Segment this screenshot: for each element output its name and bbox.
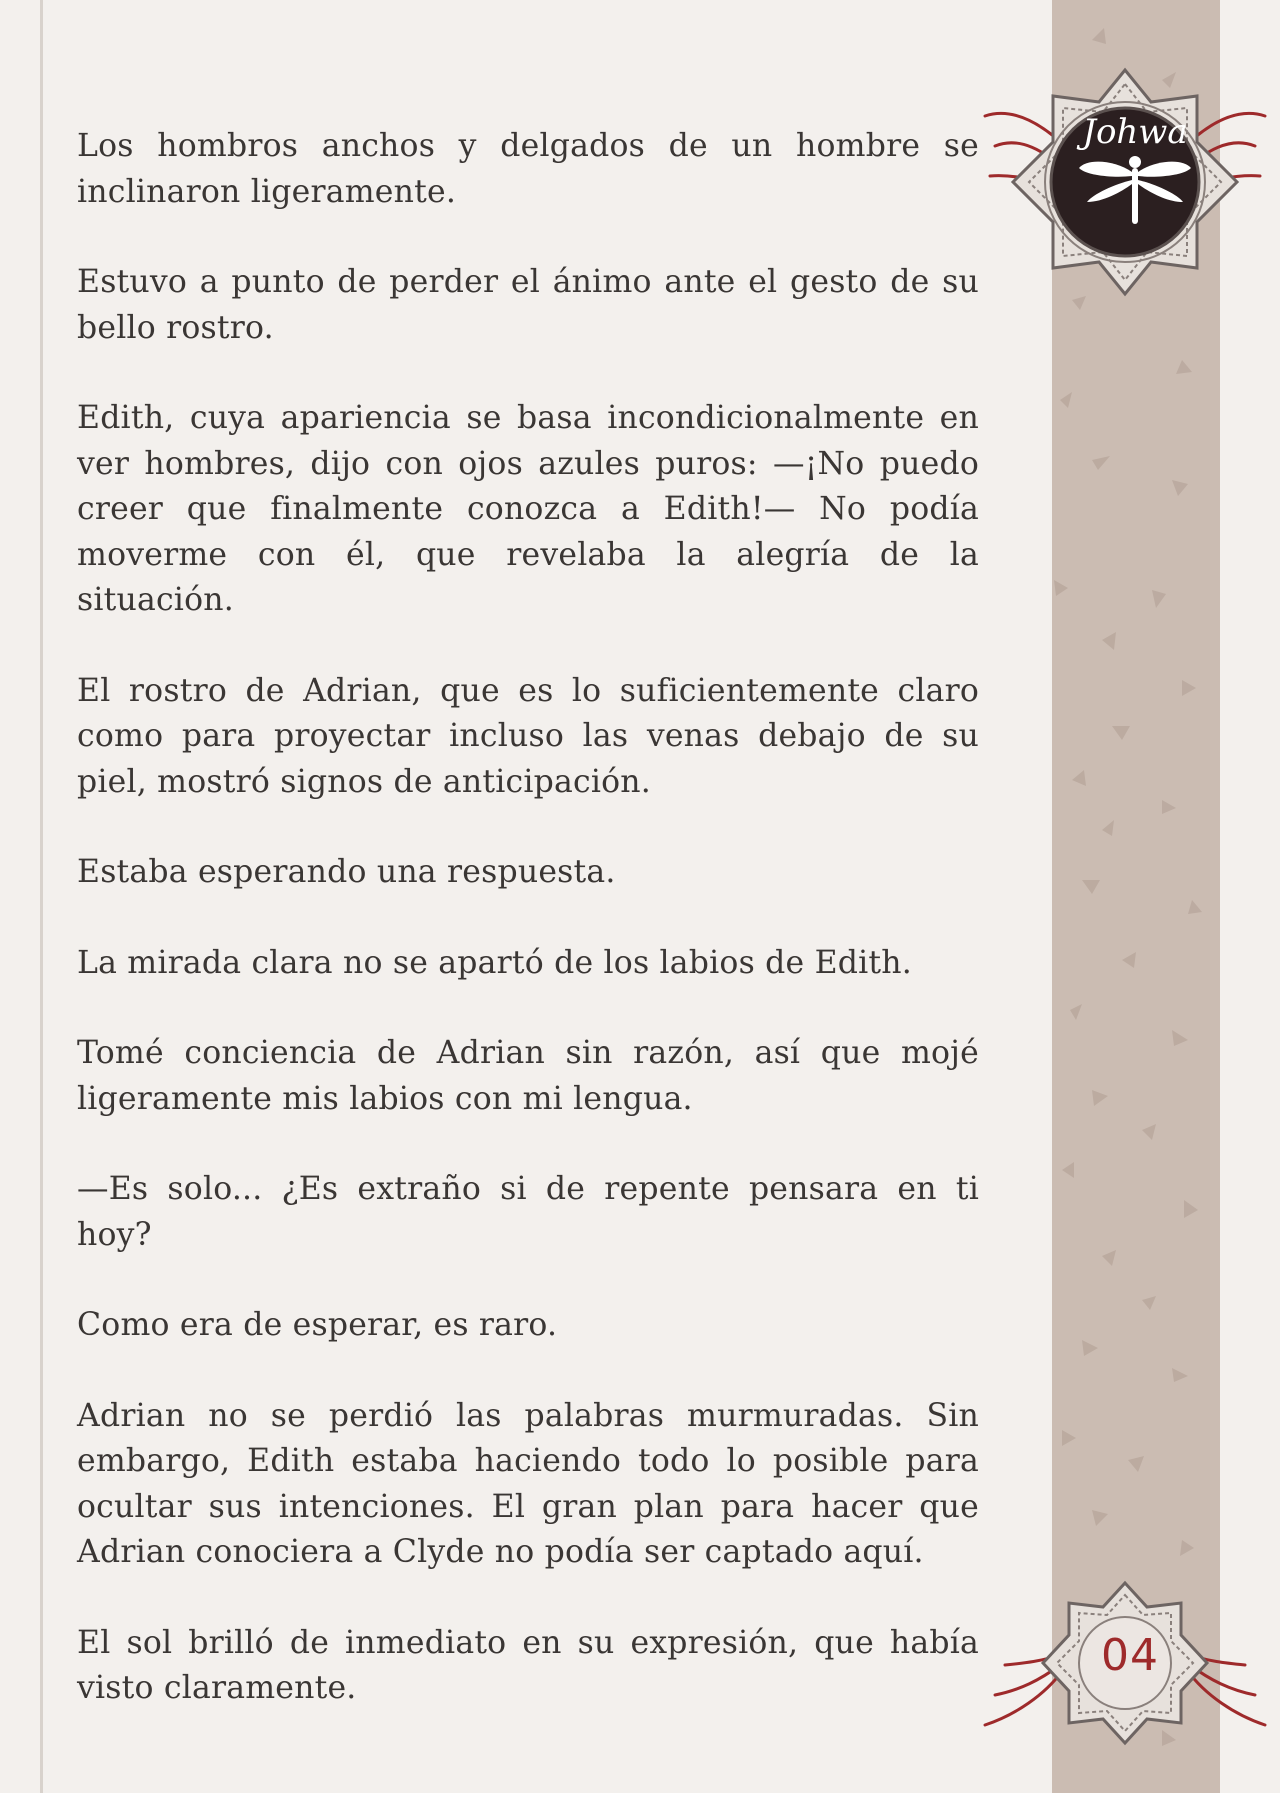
paragraph-4: El rostro de Adrian, que es lo suficientemente claro como para proyectar incluso las venas debajo de su piel, mostró signos de anticipación.	[77, 672, 979, 800]
paragraph-9: Como era de esperar, es raro.	[77, 1307, 558, 1343]
paragraph-5: Estaba esperando una respuesta.	[77, 854, 616, 890]
body-text	[77, 124, 979, 1757]
page-margin-rule	[40, 0, 43, 1793]
page-number: 04	[1101, 1630, 1159, 1681]
paragraph-2: Estuvo a punto de perder el ánimo ante el gesto de su bello rostro.	[77, 264, 979, 346]
paragraph-1: Los hombros anchos y delgados de un hombre se inclinaron ligeramente.	[77, 128, 979, 210]
dragonfly-icon	[1075, 150, 1195, 230]
paragraph-10: Adrian no se perdió las palabras murmuradas. Sin embargo, Edith estaba haciendo todo lo posible para ocultar sus intenciones. El gran plan para hacer que Adrian conociera a Clyde no podía ser captado aquí.	[77, 1397, 979, 1570]
brand-name: Johwa	[1082, 112, 1188, 152]
paragraph-6: La mirada clara no se apartó de los labios de Edith.	[77, 944, 912, 981]
paragraph-7: Tomé conciencia de Adrian sin razón, así que mojé ligeramente mis labios con mi lengua.	[77, 1035, 979, 1117]
paragraph-3: Edith, cuya apariencia se basa incondicionalmente en ver hombres, dijo con ojos azules puros: —¡No puedo creer que finalmente conozca a Edith!— No podía moverme con él, que revelaba la alegría de la situación.	[77, 400, 979, 618]
paragraph-11: El sol brilló de inmediato en su expresión, que había visto claramente.	[77, 1624, 979, 1706]
paragraph-8: —Es solo... ¿Es extraño si de repente pensara en ti hoy?	[77, 1171, 979, 1253]
